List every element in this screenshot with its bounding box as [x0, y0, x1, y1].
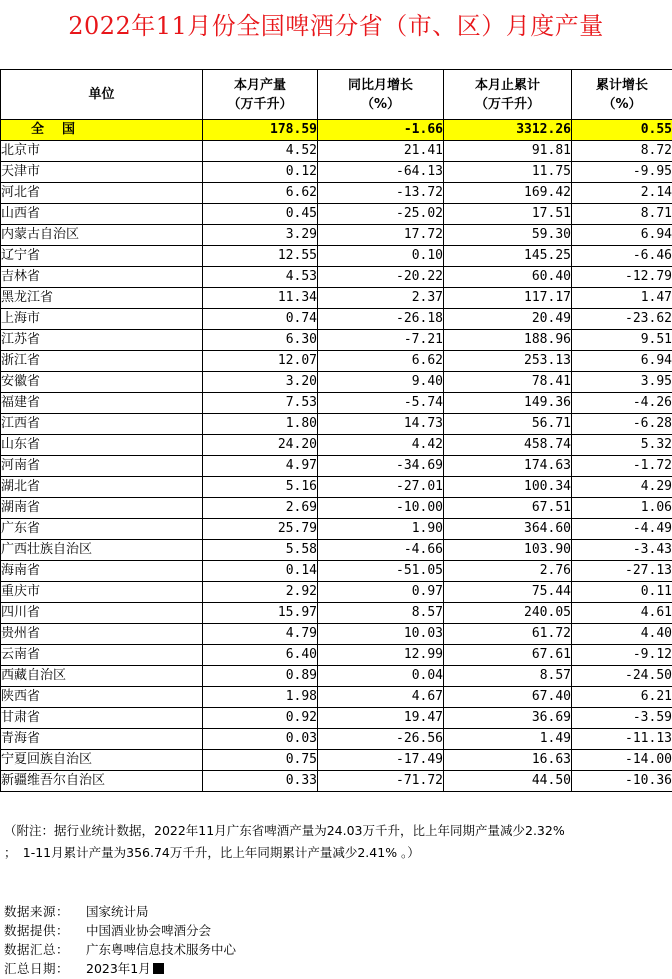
cumulative-growth: 4.61	[572, 603, 672, 624]
table-header-row	[1, 70, 672, 120]
yoy-growth: 9.40	[318, 372, 444, 393]
region-name: 吉林省	[1, 267, 203, 288]
cumulative-output: 56.71	[444, 414, 572, 435]
cumulative-growth: -24.50	[572, 666, 672, 687]
yoy-growth: -64.13	[318, 162, 444, 183]
table-row	[1, 330, 672, 351]
region-name: 安徽省	[1, 372, 203, 393]
region-name: 山东省	[1, 435, 203, 456]
region-name: 福建省	[1, 393, 203, 414]
cumulative-growth: 8.72	[572, 141, 672, 162]
cumulative-output: 60.40	[444, 267, 572, 288]
cumulative-output: 75.44	[444, 582, 572, 603]
region-name: 重庆市	[1, 582, 203, 603]
cumulative-output: 117.17	[444, 288, 572, 309]
region-name: 浙江省	[1, 351, 203, 372]
monthly-output: 15.97	[203, 603, 318, 624]
monthly-output: 4.52	[203, 141, 318, 162]
monthly-output: 0.75	[203, 750, 318, 771]
yoy-growth: -26.18	[318, 309, 444, 330]
table-row	[1, 414, 672, 435]
region-name: 广东省	[1, 519, 203, 540]
yoy-growth: 4.42	[318, 435, 444, 456]
cumulative-growth: -3.59	[572, 708, 672, 729]
region-name: 山西省	[1, 204, 203, 225]
header-yoy-growth: 同比月增长 （%）	[318, 70, 444, 120]
cumulative-growth: 4.29	[572, 477, 672, 498]
monthly-output: 12.07	[203, 351, 318, 372]
table-row	[1, 246, 672, 267]
cumulative-growth: 0.11	[572, 582, 672, 603]
yoy-growth: -4.66	[318, 540, 444, 561]
region-name: 新疆维吾尔自治区	[1, 771, 203, 792]
cumulative-output: 8.57	[444, 666, 572, 687]
yoy-growth: 4.67	[318, 687, 444, 708]
cumulative-growth: -6.46	[572, 246, 672, 267]
footnote	[4, 820, 672, 864]
cumulative-output: 100.34	[444, 477, 572, 498]
yoy-growth: 6.62	[318, 351, 444, 372]
monthly-output: 6.30	[203, 330, 318, 351]
date-row: 汇总日期： 2023年1月	[4, 959, 664, 978]
table-row	[1, 141, 672, 162]
cumulative-output: 11.75	[444, 162, 572, 183]
cumulative-growth: -3.43	[572, 540, 672, 561]
monthly-output: 4.97	[203, 456, 318, 477]
table-row	[1, 204, 672, 225]
yoy-growth: -17.49	[318, 750, 444, 771]
yoy-growth: 12.99	[318, 645, 444, 666]
region-name: 陕西省	[1, 687, 203, 708]
cumulative-output: 458.74	[444, 435, 572, 456]
yoy-growth: -51.05	[318, 561, 444, 582]
cumulative-output: 67.40	[444, 687, 572, 708]
table-row	[1, 771, 672, 792]
source-row: 数据来源： 国家统计局	[4, 904, 149, 919]
table-row	[1, 288, 672, 309]
yoy-growth: -26.56	[318, 729, 444, 750]
region-name: 全国	[1, 120, 203, 141]
cumulative-growth: 6.21	[572, 687, 672, 708]
region-name: 内蒙古自治区	[1, 225, 203, 246]
table-row	[1, 645, 672, 666]
cumulative-output: 44.50	[444, 771, 572, 792]
monthly-output: 5.16	[203, 477, 318, 498]
table-row	[1, 519, 672, 540]
table-row	[1, 456, 672, 477]
region-name: 黑龙江省	[1, 288, 203, 309]
production-table	[0, 69, 672, 792]
region-name: 江西省	[1, 414, 203, 435]
cumulative-growth: -1.72	[572, 456, 672, 477]
monthly-output: 0.92	[203, 708, 318, 729]
table-row	[1, 351, 672, 372]
table-row	[1, 372, 672, 393]
yoy-growth: -13.72	[318, 183, 444, 204]
cumulative-output: 169.42	[444, 183, 572, 204]
monthly-output: 0.74	[203, 309, 318, 330]
compiler-row: 数据汇总： 广东粤啤信息技术服务中心	[4, 942, 237, 957]
footnote-line-1: （附注：据行业统计数据，2022年11月广东省啤酒产量为24.03万千升，比上年同期产量减少2.32%	[4, 823, 565, 838]
monthly-output: 7.53	[203, 393, 318, 414]
table-row	[1, 477, 672, 498]
cumulative-output: 145.25	[444, 246, 572, 267]
monthly-output: 11.34	[203, 288, 318, 309]
table-row	[1, 708, 672, 729]
cumulative-output: 3312.26	[444, 120, 572, 141]
cumulative-growth: 5.32	[572, 435, 672, 456]
table-row	[1, 666, 672, 687]
monthly-output: 5.58	[203, 540, 318, 561]
region-name: 甘肃省	[1, 708, 203, 729]
monthly-output: 1.80	[203, 414, 318, 435]
region-name: 天津市	[1, 162, 203, 183]
cumulative-output: 240.05	[444, 603, 572, 624]
cumulative-output: 59.30	[444, 225, 572, 246]
monthly-output: 2.69	[203, 498, 318, 519]
cumulative-growth: 6.94	[572, 225, 672, 246]
cumulative-growth: -27.13	[572, 561, 672, 582]
cumulative-growth: -23.62	[572, 309, 672, 330]
yoy-growth: 21.41	[318, 141, 444, 162]
monthly-output: 6.40	[203, 645, 318, 666]
region-name: 云南省	[1, 645, 203, 666]
monthly-output: 0.89	[203, 666, 318, 687]
yoy-growth: -71.72	[318, 771, 444, 792]
cumulative-growth: 6.94	[572, 351, 672, 372]
provider-row: 数据提供： 中国酒业协会啤酒分会	[4, 923, 212, 938]
cumulative-output: 149.36	[444, 393, 572, 414]
cumulative-output: 67.61	[444, 645, 572, 666]
monthly-output: 6.62	[203, 183, 318, 204]
monthly-output: 12.55	[203, 246, 318, 267]
monthly-output: 24.20	[203, 435, 318, 456]
region-name: 上海市	[1, 309, 203, 330]
region-name: 广西壮族自治区	[1, 540, 203, 561]
table-row	[1, 687, 672, 708]
yoy-growth: 2.37	[318, 288, 444, 309]
yoy-growth: -34.69	[318, 456, 444, 477]
table-row	[1, 603, 672, 624]
table-row	[1, 183, 672, 204]
cumulative-growth: 3.95	[572, 372, 672, 393]
source-info	[4, 902, 664, 978]
cumulative-growth: -14.00	[572, 750, 672, 771]
table-row	[1, 750, 672, 771]
table-row	[1, 561, 672, 582]
yoy-growth: 1.90	[318, 519, 444, 540]
cumulative-output: 1.49	[444, 729, 572, 750]
cumulative-output: 16.63	[444, 750, 572, 771]
yoy-growth: 10.03	[318, 624, 444, 645]
yoy-growth: -25.02	[318, 204, 444, 225]
yoy-growth: 0.04	[318, 666, 444, 687]
table-row	[1, 540, 672, 561]
yoy-growth: -10.00	[318, 498, 444, 519]
region-name: 四川省	[1, 603, 203, 624]
monthly-output: 4.79	[203, 624, 318, 645]
monthly-output: 0.33	[203, 771, 318, 792]
table-row	[1, 582, 672, 603]
monthly-output: 0.12	[203, 162, 318, 183]
cumulative-growth: -9.12	[572, 645, 672, 666]
table-row	[1, 435, 672, 456]
monthly-output: 3.20	[203, 372, 318, 393]
cumulative-output: 20.49	[444, 309, 572, 330]
region-name: 西藏自治区	[1, 666, 203, 687]
cumulative-growth: 1.47	[572, 288, 672, 309]
yoy-growth: -1.66	[318, 120, 444, 141]
cumulative-growth: -10.36	[572, 771, 672, 792]
yoy-growth: -27.01	[318, 477, 444, 498]
region-name: 湖南省	[1, 498, 203, 519]
table-row	[1, 309, 672, 330]
table-row	[1, 729, 672, 750]
region-name: 青海省	[1, 729, 203, 750]
table-row	[1, 624, 672, 645]
cumulative-growth: 9.51	[572, 330, 672, 351]
header-cumulative: 本月止累计 （万千升）	[444, 70, 572, 120]
yoy-growth: 8.57	[318, 603, 444, 624]
region-name: 宁夏回族自治区	[1, 750, 203, 771]
cumulative-output: 253.13	[444, 351, 572, 372]
header-cumulative-growth: 累计增长 （%）	[572, 70, 672, 120]
cumulative-output: 2.76	[444, 561, 572, 582]
yoy-growth: 19.47	[318, 708, 444, 729]
yoy-growth: 17.72	[318, 225, 444, 246]
header-unit: 单位	[1, 70, 203, 120]
cumulative-output: 61.72	[444, 624, 572, 645]
cumulative-growth: 2.14	[572, 183, 672, 204]
monthly-output: 0.45	[203, 204, 318, 225]
cumulative-growth: -12.79	[572, 267, 672, 288]
page-title: 2022年11月份全国啤酒分省（市、区）月度产量	[68, 12, 604, 40]
cumulative-growth: -6.28	[572, 414, 672, 435]
cumulative-growth: 8.71	[572, 204, 672, 225]
region-name: 贵州省	[1, 624, 203, 645]
cumulative-growth: -9.95	[572, 162, 672, 183]
yoy-growth: 14.73	[318, 414, 444, 435]
monthly-output: 25.79	[203, 519, 318, 540]
table-row	[1, 498, 672, 519]
monthly-output: 0.14	[203, 561, 318, 582]
cumulative-output: 364.60	[444, 519, 572, 540]
cumulative-growth: 1.06	[572, 498, 672, 519]
cumulative-output: 188.96	[444, 330, 572, 351]
yoy-growth: -5.74	[318, 393, 444, 414]
monthly-output: 0.03	[203, 729, 318, 750]
table-row	[1, 393, 672, 414]
yoy-growth: 0.10	[318, 246, 444, 267]
region-name: 江苏省	[1, 330, 203, 351]
cumulative-output: 17.51	[444, 204, 572, 225]
cumulative-growth: 4.40	[572, 624, 672, 645]
cumulative-output: 36.69	[444, 708, 572, 729]
cumulative-output: 91.81	[444, 141, 572, 162]
region-name: 北京市	[1, 141, 203, 162]
region-name: 河北省	[1, 183, 203, 204]
monthly-output: 1.98	[203, 687, 318, 708]
cumulative-growth: 0.55	[572, 120, 672, 141]
region-name: 海南省	[1, 561, 203, 582]
header-monthly-output: 本月产量 （万千升）	[203, 70, 318, 120]
cumulative-output: 67.51	[444, 498, 572, 519]
yoy-growth: -20.22	[318, 267, 444, 288]
table-row	[1, 225, 672, 246]
national-total-row	[1, 120, 672, 141]
yoy-growth: 0.97	[318, 582, 444, 603]
region-name: 辽宁省	[1, 246, 203, 267]
monthly-output: 178.59	[203, 120, 318, 141]
cumulative-output: 78.41	[444, 372, 572, 393]
region-name: 河南省	[1, 456, 203, 477]
footnote-line-2: ； 1-11月累计产量为356.74万千升，比上年同期累计产量减少2.41% 。）	[4, 845, 420, 860]
cumulative-output: 103.90	[444, 540, 572, 561]
table-row	[1, 162, 672, 183]
cumulative-growth: -4.49	[572, 519, 672, 540]
monthly-output: 3.29	[203, 225, 318, 246]
monthly-output: 2.92	[203, 582, 318, 603]
table-row	[1, 267, 672, 288]
monthly-output: 4.53	[203, 267, 318, 288]
cumulative-growth: -11.13	[572, 729, 672, 750]
black-square-icon	[153, 963, 164, 974]
cumulative-output: 174.63	[444, 456, 572, 477]
yoy-growth: -7.21	[318, 330, 444, 351]
cumulative-growth: -4.26	[572, 393, 672, 414]
region-name: 湖北省	[1, 477, 203, 498]
